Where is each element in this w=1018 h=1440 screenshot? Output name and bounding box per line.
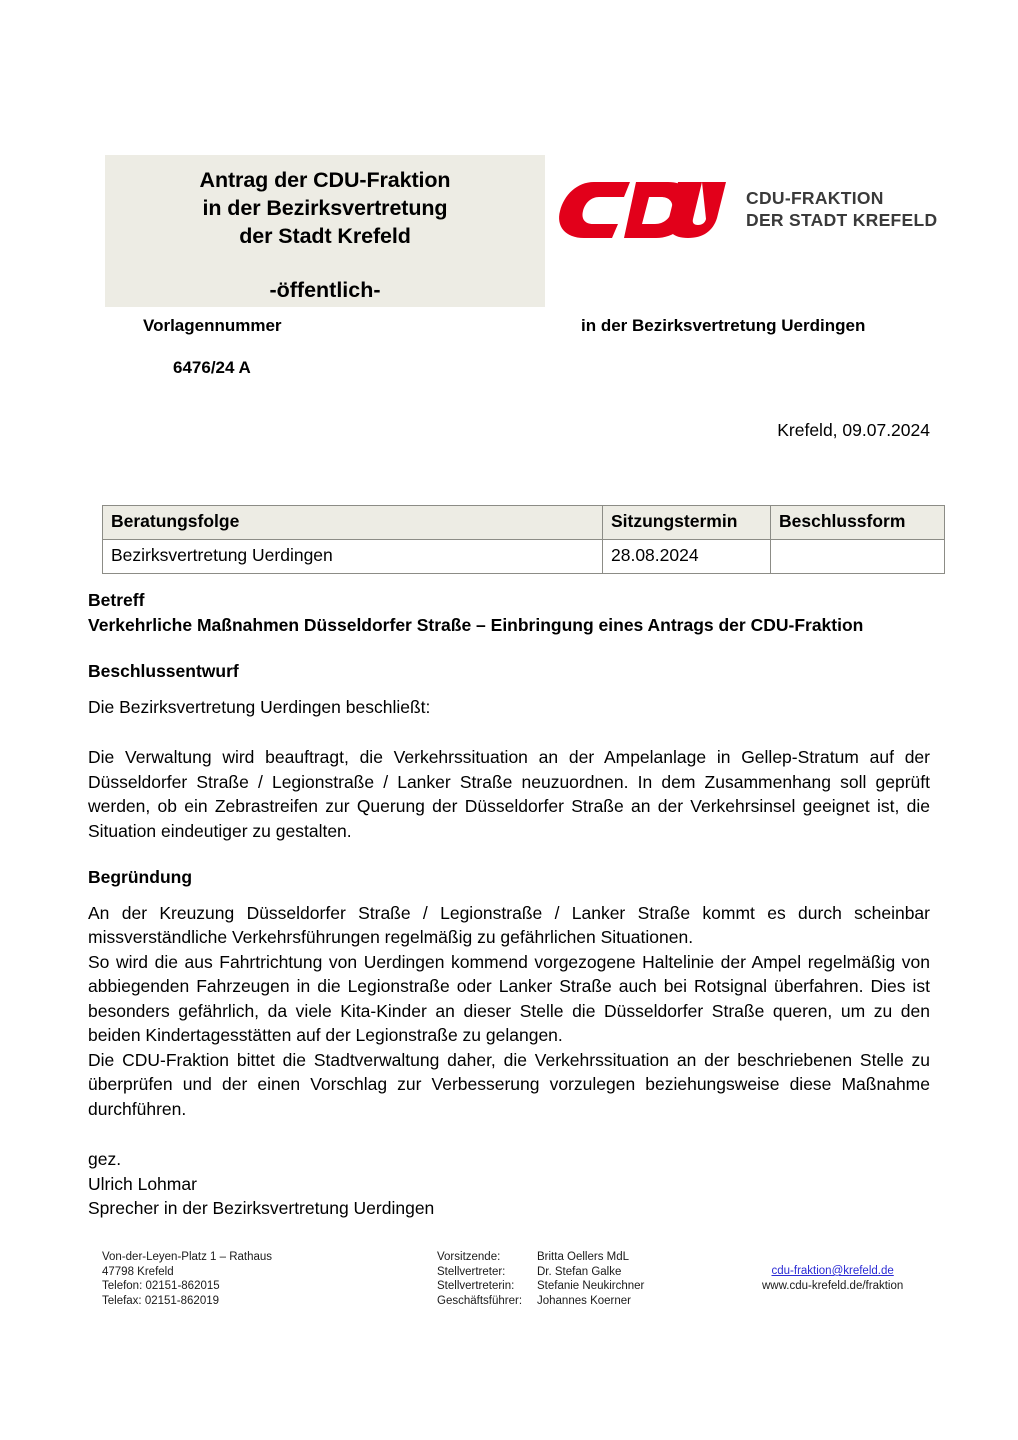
signature-gez: gez.	[88, 1149, 122, 1169]
cdu-logo-subtitle-line-2: DER STADT KREFELD	[746, 210, 938, 230]
vorlagennummer-label: Vorlagennummer	[143, 316, 282, 335]
cdu-logo-subtitle-line-1: CDU-FRAKTION	[746, 188, 884, 208]
officer-name-vorsitzende: Britta Oellers MdL	[537, 1251, 630, 1263]
title-line-1: Antrag der CDU-Fraktion	[199, 168, 451, 192]
beschlussentwurf-heading: Beschlussentwurf	[88, 661, 239, 681]
title-line-2: in der Bezirksvertretung	[202, 196, 448, 220]
table-header-beratungsfolge: Beratungsfolge	[103, 506, 603, 540]
officer-row	[437, 1294, 644, 1309]
officer-name-geschaeftsfuehrer: Johannes Koerner	[537, 1294, 631, 1307]
signature-name: Ulrich Lohmar	[88, 1173, 197, 1194]
officer-row	[437, 1265, 644, 1280]
begruendung-paragraph-2: So wird die aus Fahrtrichtung von Uerdingen kommend vorgezogene Haltelinie der Ampel regelmäßig von abbiegenden Fahrzeugen in die Legionstraße oder Lanker Straße auch bei Rotsignal überfahren. Dies ist besonders gefährlich, da viele Kita-Kinder an dieser Stelle die Düsseldorfer Straße queren, um zu den beiden Kindertagesstätten auf der Legionstraße zu gelangen.	[88, 951, 930, 1045]
cell-sitzungstermin: 28.08.2024	[603, 540, 771, 574]
table-header-row	[103, 506, 945, 540]
officer-row	[437, 1279, 644, 1294]
officer-name-stellvertreterin: Stefanie Neukirchner	[537, 1280, 645, 1293]
footer-officers	[437, 1250, 644, 1308]
footer-address	[102, 1250, 272, 1308]
officer-role-vorsitzende: Vorsitzende:	[437, 1251, 501, 1263]
table-header-sitzungstermin: Sitzungstermin	[603, 506, 771, 540]
officer-name-stellvertreter: Dr. Stefan Galke	[537, 1265, 622, 1278]
document-body	[88, 588, 930, 1221]
public-label: -öffentlich-	[269, 278, 381, 302]
footer-contact	[762, 1264, 903, 1293]
officer-row	[437, 1250, 644, 1265]
beratungsfolge-table	[102, 505, 945, 574]
betreff-text: Verkehrliche Maßnahmen Düsseldorfer Straße – Einbringung eines Antrags der CDU-Fraktion	[88, 614, 864, 635]
cell-beratungsfolge: Bezirksvertretung Uerdingen	[103, 540, 603, 574]
cdu-logo-icon	[556, 178, 732, 240]
footer-address-line-1: Von-der-Leyen-Platz 1 – Rathaus	[102, 1251, 273, 1263]
cell-beschlussform	[771, 540, 945, 574]
footer-address-line-3: Telefon: 02151-862015	[102, 1280, 220, 1293]
title-box	[105, 155, 545, 307]
footer-email-link[interactable]: cdu-fraktion@krefeld.de	[771, 1265, 894, 1277]
cdu-logo	[556, 178, 937, 240]
beschlussentwurf-intro: Die Bezirksvertretung Uerdingen beschließt:	[88, 696, 431, 717]
officer-role-stellvertreterin: Stellvertreterin:	[437, 1280, 515, 1293]
begruendung-paragraph-3: Die CDU-Fraktion bittet die Stadtverwaltung daher, die Verkehrssituation an der beschriebenen Stelle zu überprüfen und der einen Vorschlag zur Verbesserung vorzulegen beziehungsweise diese Maßnahme durchführen.	[88, 1049, 930, 1119]
cdu-logo-subtitle	[746, 187, 937, 231]
footer-address-line-4: Telefax: 02151-862019	[102, 1294, 220, 1307]
officer-role-geschaeftsfuehrer: Geschäftsführer:	[437, 1294, 523, 1307]
betreff-heading: Betreff	[88, 590, 145, 610]
document-header	[88, 150, 938, 312]
table-row	[103, 540, 945, 574]
committee-label: in der Bezirksvertretung Uerdingen	[581, 316, 866, 335]
officer-role-stellvertreter: Stellvertreter:	[437, 1265, 506, 1278]
beschlussentwurf-body: Die Verwaltung wird beauftragt, die Verkehrssituation an der Ampelanlage in Gellep-Stratum auf der Düsseldorfer Straße / Legionstraße / Lanker Straße neuzuordnen. In dem Zusammenhang soll geprüft werden, ob ein Zebrastreifen zur Querung der Düsseldorfer Straße an der Verkehrsinsel geeignet ist, die Situation eindeutiger zu gestalten.	[88, 747, 930, 841]
vorlagennummer-value: 6476/24 A	[173, 358, 251, 377]
footer-address-line-2: 47798 Krefeld	[102, 1265, 174, 1278]
signature-role: Sprecher in der Bezirksvertretung Uerdingen	[88, 1198, 435, 1218]
document-date: Krefeld, 09.07.2024	[777, 420, 930, 440]
title-line-3: der Stadt Krefeld	[239, 224, 411, 248]
begruendung-paragraph-1: An der Kreuzung Düsseldorfer Straße / Legionstraße / Lanker Straße kommt es durch scheinbar missverständliche Verkehrsführungen regelmäßig zu gefährlichen Situationen.	[88, 902, 930, 947]
footer-website: www.cdu-krefeld.de/fraktion	[762, 1279, 904, 1292]
begruendung-heading: Begründung	[88, 867, 193, 887]
table-header-beschlussform: Beschlussform	[771, 506, 945, 540]
